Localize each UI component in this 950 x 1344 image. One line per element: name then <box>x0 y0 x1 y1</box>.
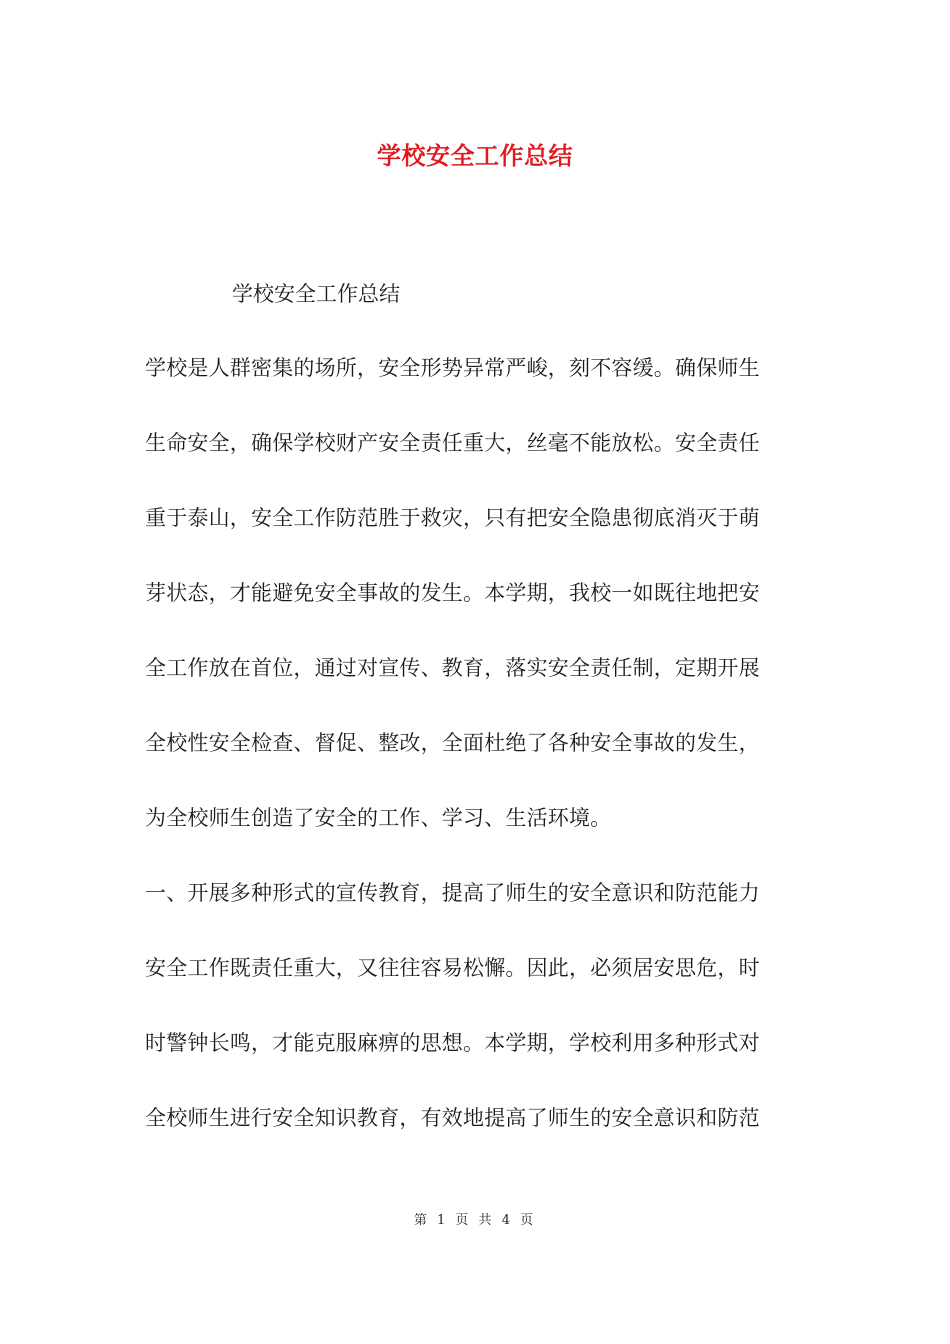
paragraph-line: 全工作放在首位，通过对宣传、教育，落实安全责任制，定期开展 <box>145 656 760 680</box>
paragraph-line: 全校性安全检查、督促、整改，全面杜绝了各种安全事故的发生， <box>145 731 760 755</box>
paragraph-line: 安全工作既责任重大，又往往容易松懈。因此，必须居安思危，时 <box>145 956 760 980</box>
section-heading: 一、开展多种形式的宣传教育，提高了师生的安全意识和防范能力 <box>145 881 760 905</box>
page-footer: 第 1 页 共 4 页 <box>413 1213 537 1228</box>
paragraph-line: 芽状态，才能避免安全事故的发生。本学期，我校一如既往地把安 <box>145 581 760 605</box>
document-subtitle: 学校安全工作总结 <box>232 282 400 306</box>
paragraph-line: 为全校师生创造了安全的工作、学习、生活环境。 <box>145 806 612 830</box>
paragraph-line: 全校师生进行安全知识教育，有效地提高了师生的安全意识和防范 <box>145 1106 760 1130</box>
paragraph-line: 学校是人群密集的场所，安全形势异常严峻，刻不容缓。确保师生 <box>145 356 760 380</box>
paragraph-line: 时警钟长鸣，才能克服麻痹的思想。本学期，学校利用多种形式对 <box>145 1031 760 1055</box>
paragraph-line: 重于泰山，安全工作防范胜于救灾，只有把安全隐患彻底消灭于萌 <box>145 506 760 530</box>
document-title: 学校安全工作总结 <box>377 141 573 170</box>
paragraph-line: 生命安全，确保学校财产安全责任重大，丝毫不能放松。安全责任 <box>145 431 760 455</box>
